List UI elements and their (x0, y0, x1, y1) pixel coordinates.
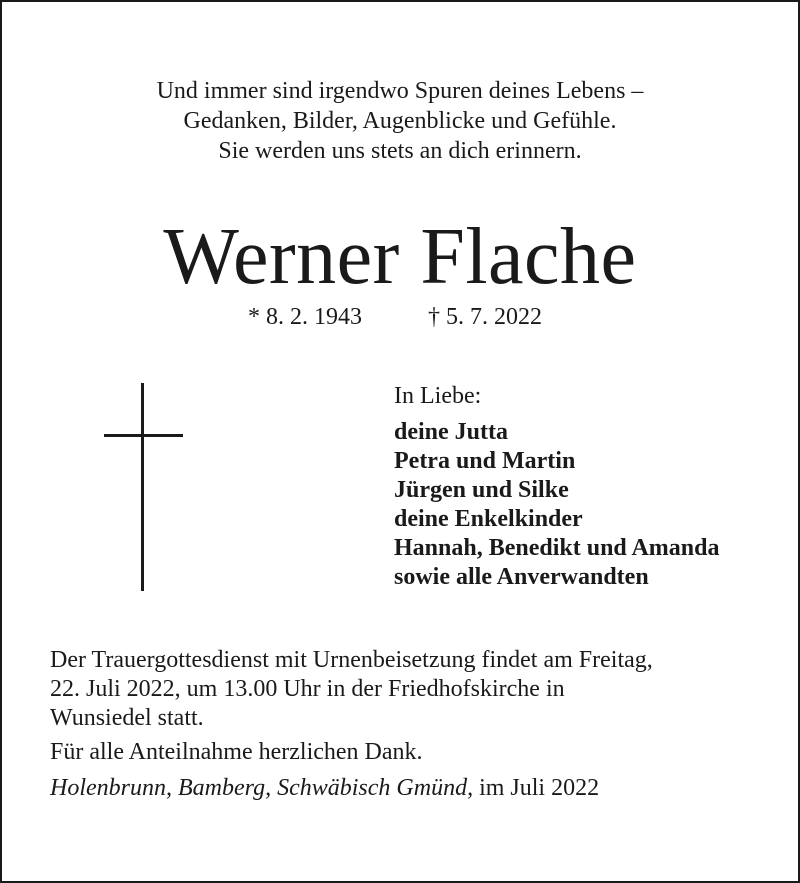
thanks-line: Für alle Anteilnahme herzlichen Dank. (50, 739, 423, 765)
notice-date: im Juli 2022 (473, 775, 600, 801)
service-line: 22. Juli 2022, um 13.00 Uhr in der Friedhofskirche in (50, 676, 565, 702)
service-line: Der Trauergottesdienst mit Urnenbeisetzung findet am Freitag, (50, 647, 653, 673)
cross-horizontal-bar (104, 434, 183, 437)
service-announcement (50, 646, 770, 733)
cross-vertical-bar (141, 383, 144, 591)
mourner-line: deine Enkelkinder (394, 506, 583, 532)
mourners-intro: In Liebe: (394, 383, 482, 409)
death-date: † 5. 7. 2022 (428, 304, 542, 330)
verse-line: Und immer sind irgendwo Spuren deines Lebens – (156, 78, 644, 104)
mourners-list (394, 382, 719, 592)
deceased-name: Werner Flache (163, 213, 637, 301)
mourner-line: Jürgen und Silke (394, 477, 569, 503)
service-line: Wunsiedel statt. (50, 705, 204, 731)
birth-date: * 8. 2. 1943 (248, 304, 362, 330)
mourner-line: deine Jutta (394, 419, 508, 445)
places-line (50, 774, 599, 803)
places-names: Holenbrunn, Bamberg, Schwäbisch Gmünd, (50, 775, 474, 801)
mourner-line: Hannah, Benedikt und Amanda (394, 535, 720, 561)
mourner-line: sowie alle Anverwandten (394, 564, 649, 590)
verse-line: Gedanken, Bilder, Augenblicke und Gefühle. (183, 108, 617, 134)
memorial-verse (0, 76, 800, 166)
mourner-line: Petra und Martin (394, 448, 576, 474)
verse-line: Sie werden uns stets an dich erinnern. (218, 138, 582, 164)
